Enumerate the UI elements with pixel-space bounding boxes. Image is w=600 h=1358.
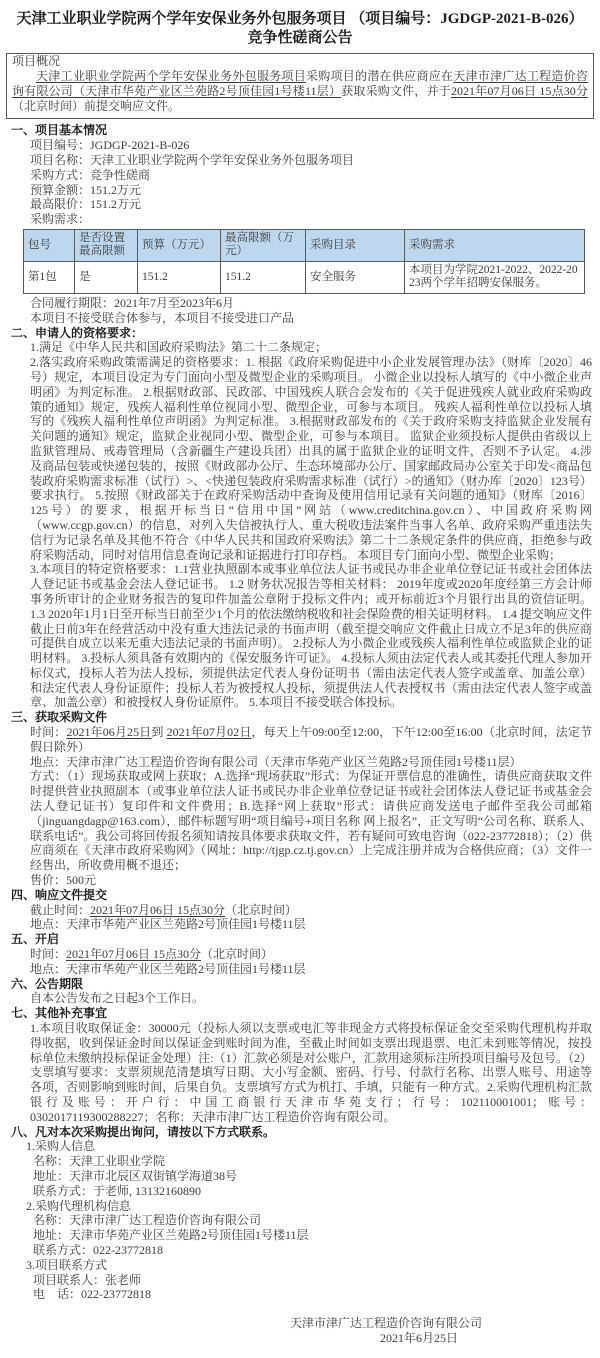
section-basic-info [6, 123, 594, 325]
project-contact-phone: 电 话：022-23772818 [33, 1287, 151, 1302]
contract-period: 合同履行期限：2021年7月至2023年6月 [30, 295, 235, 310]
overview-agency: 天津市津广达工程造价咨询有限公司（天津市华苑产业区兰苑路2号顶佳园1号楼11层） [12, 69, 588, 98]
overview-label: 项目概况 [12, 54, 61, 68]
obtain-time-rest: ，每天上午09:00至12:00，下午12:00至16:00（北京时间，法定节假日除外） [30, 725, 592, 754]
project-number: 项目编号：JGDGP-2021-B-026 [30, 138, 190, 153]
project-contact-group [6, 1258, 594, 1302]
agency-address: 地址：天津市华苑产业区兰苑路2号顶佳园1号楼11层 [33, 1228, 309, 1243]
supplementary-body: 1.本项目收取保证金：30000元（投标人须以支票或电汇等非现金方式将投标保证金交至采购代理机构并取得收据，收到保证金时间以保证金到账时间为准，至截止时间如支票出现退票、电汇未到账等情况，按投标单位未缴纳投标保证金处理）注:（1）汇款必须是对公账户，汇款用途须标注所投项目编号及包号。（2）支票填写要求：支票须规范清楚填写日期、大小写金额、密码、行号、付款行名称、出票人账号、用途等各项，否则影响到账时间，后果自负。支票填写方式为机打、手填，只能有一种方式。2.采购代理机构汇款银行及账号：开户行：中国工商银行天津市华苑支行；行号：102110001001；账号：0302017119300288227；名称：天津市津广达工程造价咨询有限公司。 [30, 1021, 592, 1124]
section-response-submission [6, 888, 594, 932]
page-title-line2: 竞争性磋商公告 [247, 30, 353, 46]
purchaser-contact: 联系方式：于老师, 13132160890 [33, 1183, 202, 1198]
requirements-label: 采购需求： [30, 212, 91, 227]
max-price: 最高限价：151.2万元 [30, 197, 142, 212]
col-header-budget: 预算（万元） [138, 229, 221, 261]
project-contact-group-title: 3.项目联系方式 [26, 1257, 108, 1272]
cell-limit-set: 是 [75, 261, 138, 293]
overview-paragraph [12, 69, 588, 113]
project-name: 项目名称：天津工业职业学院两个学年安保业务外包服务项目 [30, 152, 355, 167]
col-header-limit-set: 是否设置最高限额 [75, 229, 138, 261]
col-header-requirement: 采购需求 [405, 229, 585, 261]
budget-amount: 预算金额：151.2万元 [30, 182, 142, 197]
purchaser-name: 名称：天津工业职业学院 [33, 1154, 166, 1169]
no-consortium-note: 本项目不接受联合体参与，本项目不接受进口产品 [30, 310, 295, 325]
opening-time-value: 2021年07月06日 15点30分 [66, 947, 202, 962]
table-row [24, 261, 585, 293]
overview-mid1: 采购项目的潜在供应商应在 [305, 69, 454, 83]
submission-deadline-label: 截止时间： [30, 902, 91, 917]
obtain-location: 地点：天津市津广达工程造价咨询有限公司（天津市华苑产业区兰苑路2号顶佳园1号楼11层） [30, 754, 522, 769]
section6-heading: 六、公告期限 [11, 976, 84, 991]
purchaser-group-title: 1.采购人信息 [26, 1139, 96, 1154]
submission-deadline-tail: （北京时间） [225, 902, 298, 917]
procurement-method: 采购方式：竞争性磋商 [30, 167, 151, 182]
purchaser-info-group [6, 1139, 594, 1198]
section-contacts [6, 1125, 594, 1303]
cell-requirement: 本项目为学院2021-2022、2022-2023两个学年招聘安保服务。 [405, 261, 585, 293]
agency-info-group [6, 1199, 594, 1258]
section-obtain-documents [6, 710, 594, 888]
document-price: 售价：500元 [30, 873, 97, 888]
table-header-row [24, 229, 585, 261]
opening-time-label: 时间： [30, 947, 67, 962]
overview-tail: （北京时间）前提交响应文件。 [12, 98, 181, 113]
overview-deadline: 2021年07月06日 15点30分 [450, 83, 588, 98]
page-title [6, 10, 594, 48]
col-header-catalog: 采购目录 [306, 229, 405, 261]
cell-budget: 151.2 [138, 261, 221, 293]
signature-block [6, 1316, 594, 1346]
purchaser-address: 地址：天津市北辰区双街镇学海道38号 [33, 1168, 238, 1183]
col-header-max-limit: 最高限额（万元） [221, 229, 306, 261]
obtain-method: 方式：（1）现场获取或网上获取；A.选择“现场获取”形式：为保证开票信息的准确性，请供应商获取文件时提供营业执照副本（或事业单位法人证书或民办非企业单位登记证书或社会团体法人登记证书或基金会法人登记证书）复印件和文件费用；B.选择“网上获取”形式：请供应商发送电子邮件至我公司邮箱（jinguangdagp@163.com），邮件标题写明“项目编号+项目名称 网上报名”，正文写明“公司名称、联系人、联系电话”。我公司将回传报名须知请按具体要求获取文件，若有疑问可致电咨询（022-23772818）；（2）供应商须在《天津市政府采购网》（网址：http://tjgp.cz.tj.gov.cn）上完成注册并成为合格供应商；（3）文件一经售出，所收费用概不退还； [30, 769, 592, 873]
section3-heading: 三、获取采购文件 [11, 710, 108, 725]
announcement-period-body: 自本公告发布之日起3个工作日。 [30, 991, 205, 1006]
section4-heading: 四、响应文件提交 [11, 887, 108, 902]
obtain-time-join: 到 [151, 725, 167, 740]
col-header-package: 包号 [24, 229, 75, 261]
cell-max-limit: 151.2 [221, 261, 306, 293]
opening-time [30, 947, 592, 962]
submission-location: 地点：天津市华苑产业区兰苑路2号顶佳园1号楼11层 [30, 917, 306, 932]
project-contact-person: 项目联系人：张老师 [33, 1272, 142, 1287]
opening-time-tail: （北京时间） [201, 947, 274, 962]
section5-heading: 五、开启 [11, 932, 60, 947]
qualification-item-2: 2.落实政府采购政策需满足的资格要求：1. 根据《政府采购促进中小企业发展管理办法》（财库〔2020〕46号）规定，本项目设定为专门面向小型及微型企业的采购项目。 小微企业以投标人填写的《中小微企业声明函》为判定标准。 2.根据财政部、民政部、中国残疾人联合会发布的《关于促进残疾人就业政府采购政策的通知》规定，残疾人福利性单位视同小型、微型企业，可参与本项目。 残疾人福利性单位以投标人填写的《残疾人福利性单位声明函》为判定标准。 3.根据财政部发布的《关于政府采购支持监狱企业发展有关问题的通知》规定，监狱企业视同小型、微型企业，可参与本项目。 监狱企业须投标人提供由省级以上监狱管理局、戒毒管理局（含新疆生产建设兵团）出具的属于监狱企业的证明文件，否则不予认定。 4.涉及商品包装或快递包装的，按照《财政部办公厅、生态环境部办公厅、国家邮政局办公室关于印发<商品包装政府采购需求标准（试行）>、<快递包装政府采购需求标准（试行）>的通知》（财办库〔2020〕123号）要求执行。 5.按照《财政部关于在政府采购活动中查询及使用信用记录有关问题的通知》（财库〔2016〕125号）的要求，根据开标当日“信用中国”网站（www.creditchina.gov.cn）、中国政府采购网（www.ccgp.gov.cn）的信息，对列入失信被执行人、重大税收违法案件当事人名单、政府采购严重违法失信行为记录名单及其他不符合《中华人民共和国政府采购法》第二十二条规定条件的供应商，拒绝参与政府采购活动，同时对信用信息查询记录和证据进行打印存档。 本项目专门面向小型、微型企业采购； [30, 355, 592, 562]
section8-heading: 八、凡对本次采购提出询问，请按以下方式联系。 [11, 1124, 276, 1139]
section7-heading: 七、其他补充事宜 [11, 1006, 108, 1021]
qualification-item-3: 3.本项目的特定资格要求：1.1营业执照副本或事业单位法人证书或民办非企业单位登记证书或社会团体法人登记证书或基金会法人登记证书。 1.2 财务状况报告等相关材料： 2019年度或2020年度经第三方会计师事务所审计的企业财务报告的复印件加盖公章附于投标文件内；或开标前近3个月银行出具的资信证明。 1.3 2020年1月1日至开标当日前至少1个月的依法缴纳税收和社会保险费的相关证明材料。 1.4 提交响应文件截止日前3年在经营活动中没有重大违法记录的书面声明（截至提交响应文件截止日成立不足3年的供应商可提供自成立以来无重大违法记录的书面声明）。 2.投标人为小微企业或残疾人福利性单位或监狱企业的证明材料。 3.投标人须具备有效期内的《保安服务许可证》。 4.投标人须由法定代表人或其委托代理人参加开标仪式，投标人若为法人投标，须提供法定代表人身份证明书（需由法定代表人签字或盖章、加盖公章）和法定代表人身份证原件；投标人若为被授权人投标，须提供法人代表授权书（需由法定代表人签字或盖章、加盖公章）和被授权人身份证原件。 5.本项目不接受联合体投标。 [30, 562, 592, 710]
submission-deadline-value: 2021年07月06日 15点30分 [90, 902, 226, 917]
signature-date: 2021年6月25日 [379, 1330, 458, 1345]
obtain-time-to: 2021年07月02日 [166, 725, 252, 740]
section1-heading: 一、项目基本情况 [11, 123, 108, 138]
section-opening [6, 932, 594, 976]
overview-mid2: 获取采购文件，并于 [341, 83, 451, 98]
page-title-line1: 天津工业职业学院两个学年安保业务外包服务项目 （项目编号：JGDGP-2021-B-026） [16, 11, 584, 27]
agency-group-title: 2.采购代理机构信息 [26, 1198, 132, 1213]
opening-location: 地点：天津市华苑产业区兰苑路2号顶佳园1号楼11层 [30, 961, 306, 976]
submission-deadline [30, 903, 592, 918]
section-supplementary [6, 1006, 594, 1124]
obtain-time-label: 时间： [30, 725, 67, 740]
signature-company: 天津市津广达工程造价咨询有限公司 [289, 1316, 482, 1331]
section-applicant-qualifications [6, 326, 594, 711]
project-overview-box [6, 53, 594, 119]
section2-heading: 二、申请人的资格要求： [11, 325, 144, 340]
cell-catalog: 安全服务 [306, 261, 405, 293]
agency-name: 名称：天津市津广达工程造价咨询有限公司 [33, 1213, 262, 1228]
obtain-time [30, 725, 592, 755]
procurement-requirements-table [23, 229, 585, 294]
qualification-item-1: 1.满足《中华人民共和国政府采购法》第二十二条规定； [30, 340, 328, 355]
section-announcement-period [6, 977, 594, 1007]
obtain-time-from: 2021年06月25日 [66, 725, 152, 740]
cell-package: 第1包 [24, 261, 75, 293]
agency-contact: 联系方式：022-23772818 [33, 1242, 163, 1257]
overview-project-name: 天津工业职业学院两个学年安保业务外包服务项目 [36, 69, 306, 83]
